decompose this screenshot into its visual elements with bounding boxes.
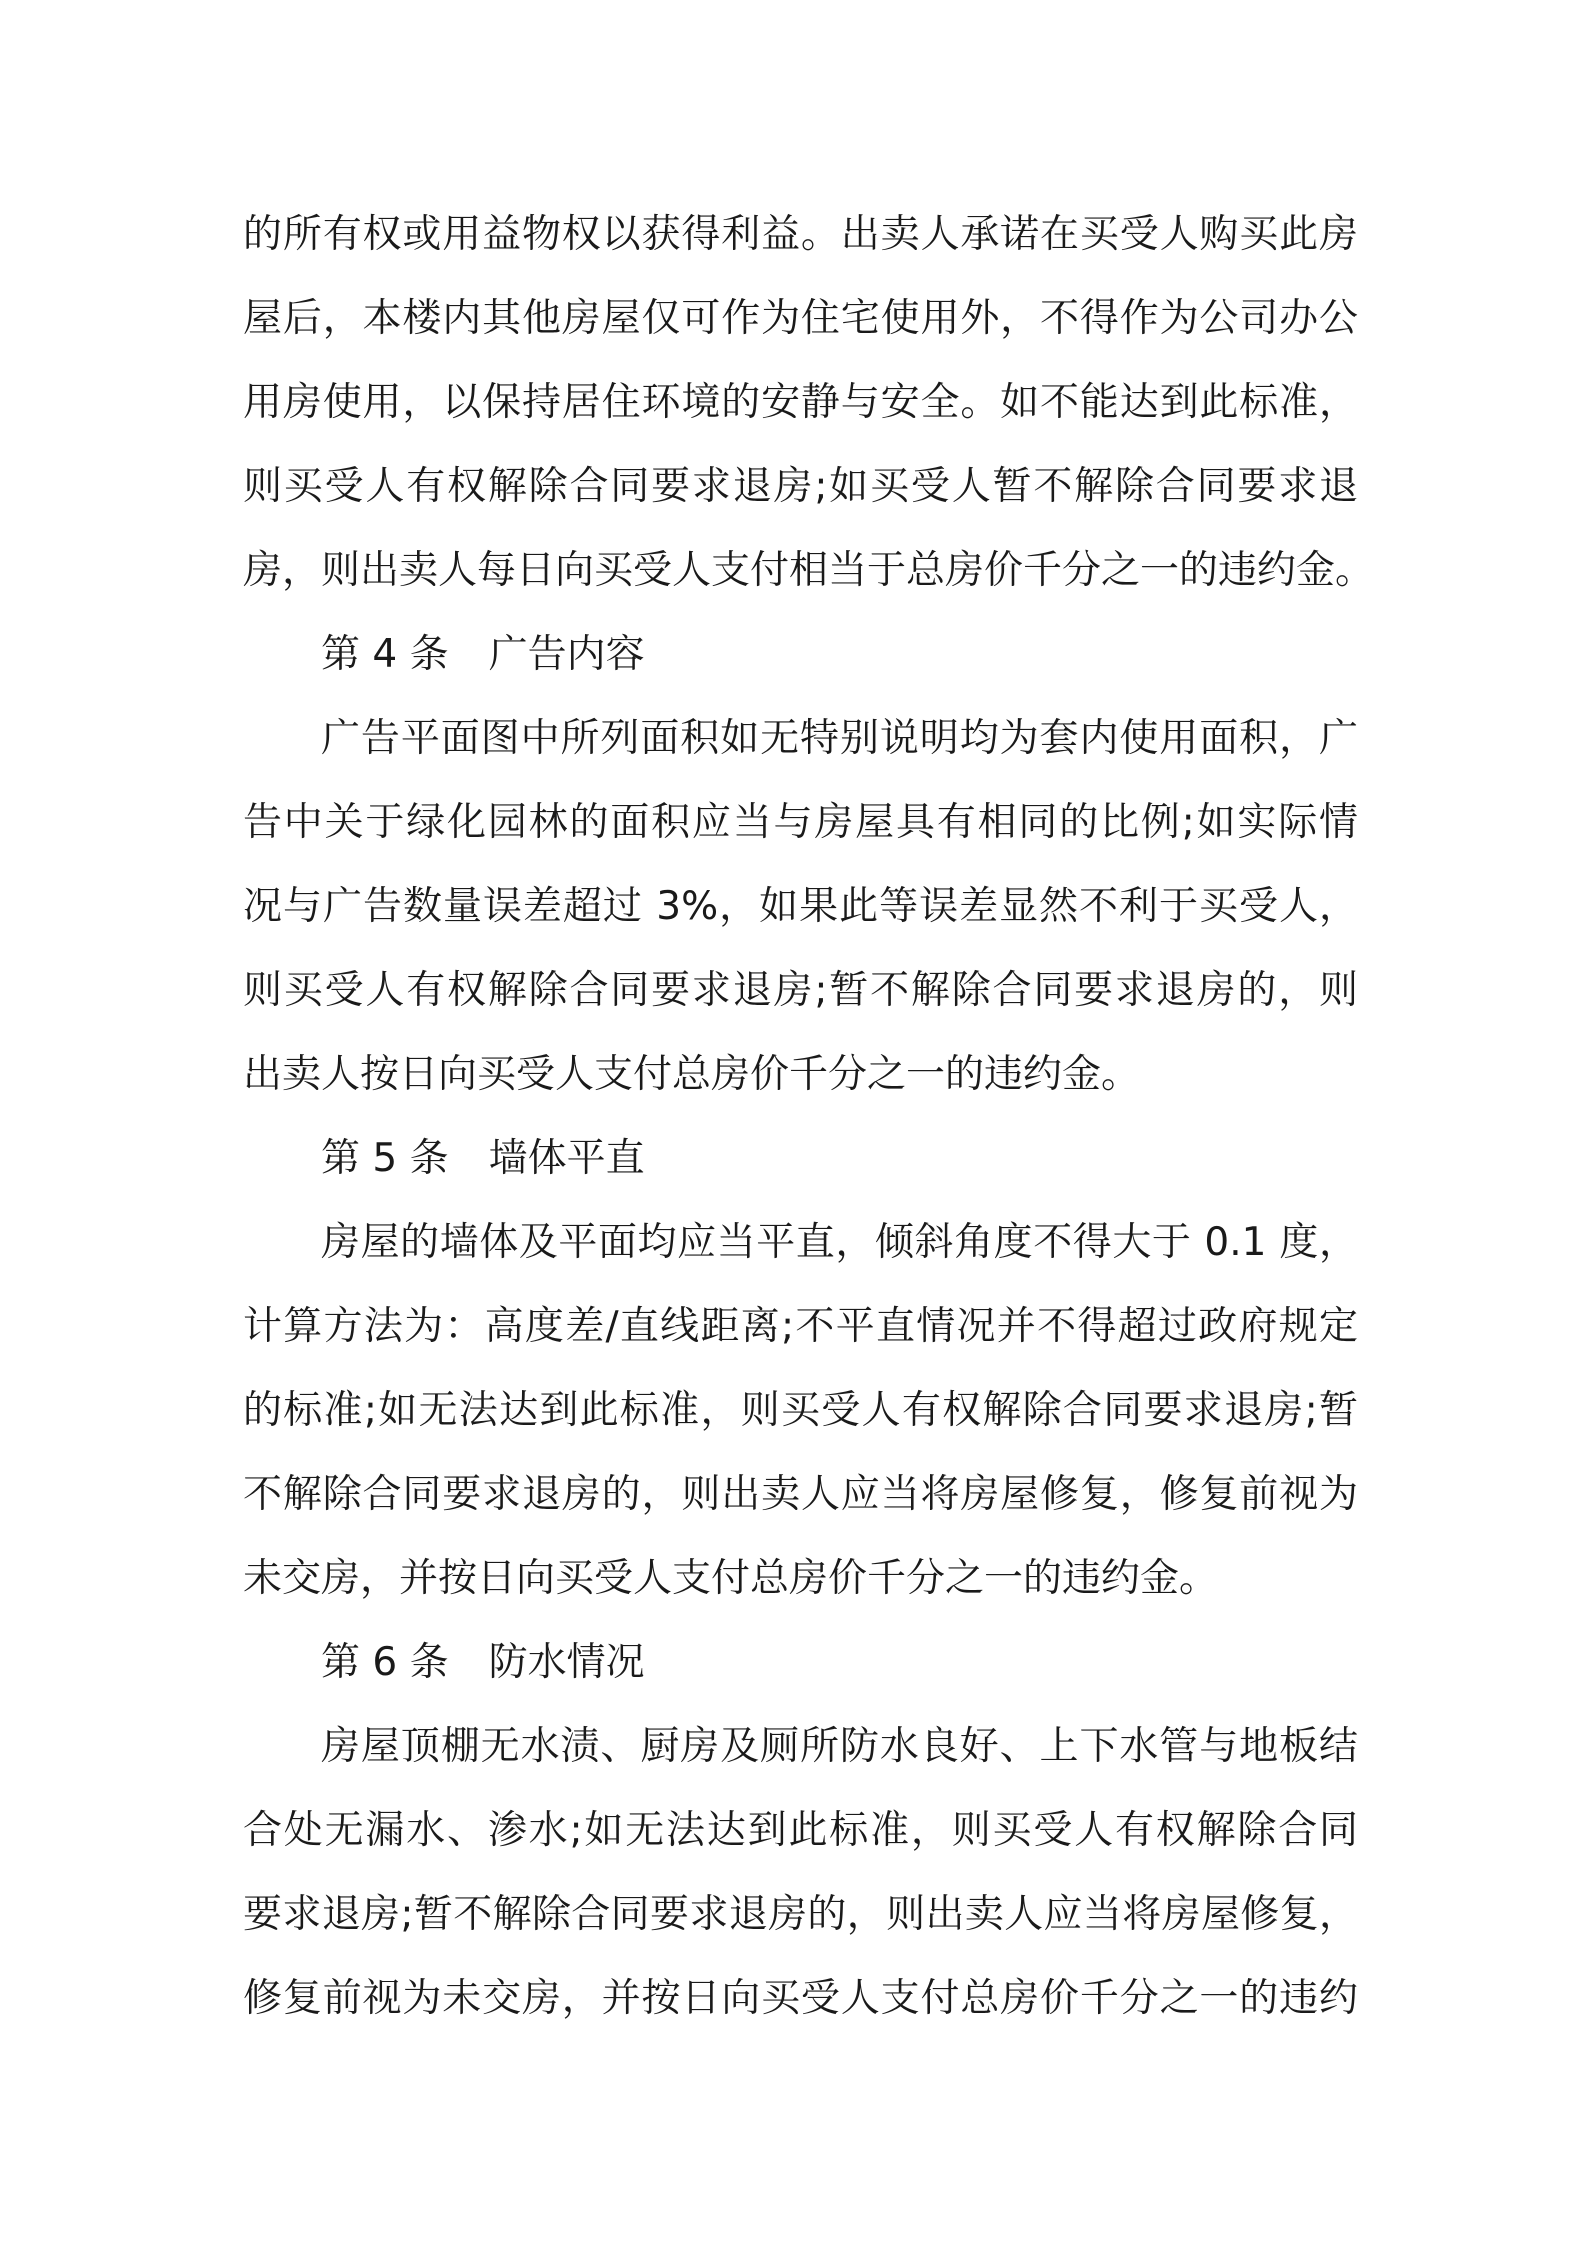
- paragraph-line: 出卖人按日向买受人支付总房价千分之一的违约金。: [243, 1052, 1141, 1097]
- paragraph-line: 计算方法为：高度差/直线距离;不平直情况并不得超过政府规定: [243, 1304, 1358, 1349]
- article-4-title: 广告内容: [488, 632, 645, 677]
- paragraph-line: 修复前视为未交房，并按日向买受人支付总房价千分之一的违约: [243, 1976, 1358, 2021]
- paragraph-line: 则买受人有权解除合同要求退房;如买受人暂不解除合同要求退: [243, 464, 1358, 509]
- article-4-heading: [243, 613, 1358, 697]
- article-6-title: 防水情况: [488, 1640, 645, 1685]
- article-5-heading: [243, 1117, 1358, 1201]
- article-5-title: 墙体平直: [488, 1136, 645, 1181]
- article-4-number: 第 4 条: [321, 632, 449, 677]
- paragraph-line: 屋后，本楼内其他房屋仅可作为住宅使用外，不得作为公司办公: [243, 296, 1358, 341]
- paragraph-line: 房屋的墙体及平面均应当平直，倾斜角度不得大于 0.1 度，: [321, 1220, 1358, 1265]
- paragraph-line: 合处无漏水、渗水;如无法达到此标准，则买受人有权解除合同: [243, 1808, 1358, 1853]
- paragraph-line: 广告平面图中所列面积如无特别说明均为套内使用面积，广: [321, 716, 1358, 761]
- paragraph-line: 告中关于绿化园林的面积应当与房屋具有相同的比例;如实际情: [243, 800, 1358, 845]
- paragraph-line: 房，则出卖人每日向买受人支付相当于总房价千分之一的违约金。: [243, 548, 1375, 593]
- paragraph-line: 况与广告数量误差超过 3%，如果此等误差显然不利于买受人，: [243, 884, 1358, 929]
- paragraph-line: 要求退房;暂不解除合同要求退房的，则出卖人应当将房屋修复，: [243, 1892, 1358, 1937]
- document-body: [243, 193, 1375, 2041]
- paragraph-line: 未交房，并按日向买受人支付总房价千分之一的违约金。: [243, 1556, 1219, 1601]
- paragraph-line: 的所有权或用益物权以获得利益。出卖人承诺在买受人购买此房: [243, 212, 1358, 257]
- article-5-number: 第 5 条: [321, 1136, 449, 1181]
- paragraph-line: 则买受人有权解除合同要求退房;暂不解除合同要求退房的，则: [243, 968, 1358, 1013]
- paragraph-line: 不解除合同要求退房的，则出卖人应当将房屋修复，修复前视为: [243, 1472, 1358, 1517]
- paragraph-line: 用房使用，以保持居住环境的安静与安全。如不能达到此标准，: [243, 380, 1358, 425]
- article-6-number: 第 6 条: [321, 1640, 449, 1685]
- paragraph-line: 房屋顶棚无水渍、厨房及厕所防水良好、上下水管与地板结: [321, 1724, 1358, 1769]
- article-6-heading: [243, 1621, 1358, 1705]
- paragraph-line: 的标准;如无法达到此标准，则买受人有权解除合同要求退房;暂: [243, 1388, 1358, 1433]
